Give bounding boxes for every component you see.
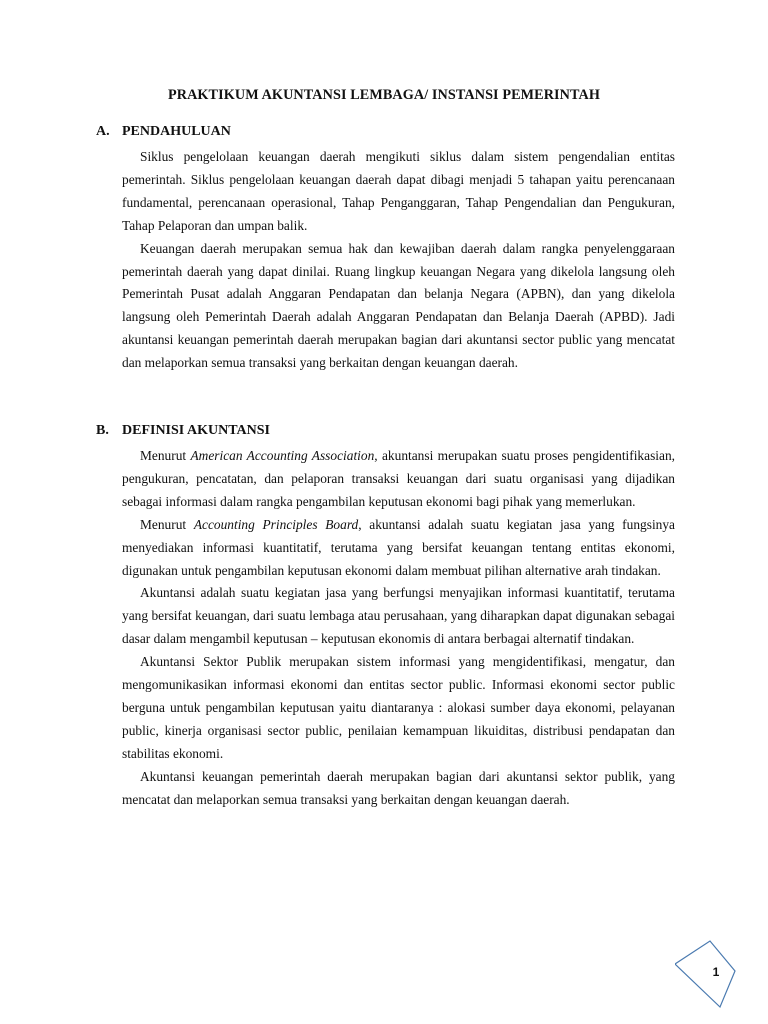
source-name: American Accounting Association	[190, 448, 375, 463]
section-pendahuluan	[96, 124, 678, 375]
paragraph: Siklus pengelolaan keuangan daerah mengikuti siklus dalam sistem pengendalian entitas pemerintah. Siklus pengelolaan keuangan daerah dapat dibagi menjadi 5 tahapan yaitu perencanaan fundamental, perencanaan operasional, Tahap Penganggaran, Tahap Pengendalian dan Pengukuran, Tahap Pelaporan dan umpan balik.	[122, 149, 675, 233]
section-letter: B.	[96, 423, 109, 438]
paragraph: Akuntansi adalah suatu kegiatan jasa yang berfungsi menyajikan informasi kuantitatif, terutama yang bersifat keuangan, dari suatu lembaga atau perusahaan, yang diharapkan dapat digunakan sebagai dasar dalam mengambil keputusan – keputusan ekonomis di antara berbagai alternatif tindakan.	[122, 585, 675, 647]
paragraph: Akuntansi keuangan pemerintah daerah merupakan bagian dari akuntansi sektor publik, yang mencatat dan melaporkan semua transaksi yang berkaitan dengan keuangan daerah.	[122, 768, 675, 807]
paragraph: Akuntansi Sektor Publik merupakan sistem informasi yang mengidentifikasi, mengatur, dan mengomunikasikan informasi ekonomi dan entitas sector public. Informasi ekonomi sector public berguna untuk pengambilan keputusan yaitu diantaranya : alokasi sumber daya ekonomi, pelayanan public, kinerja organisasi sector public, penilaian kemampuan likuiditas, distribusi pendapatan dan stabilitas ekonomi.	[122, 654, 675, 761]
paragraph-rest: , akuntansi merupakan suatu proses pengidentifikasian, pengukuran, pencatatan, dan pelaporan transaksi keuangan dari suatu organisasi yang dijadikan sebagai informasi dalam rangka pengambilan keputusan ekonomi bagi pihak yang memerlukan.	[122, 448, 675, 509]
section-definisi-akuntansi	[96, 423, 678, 812]
paragraph	[122, 514, 675, 583]
section-title: PENDAHULUAN	[122, 124, 231, 139]
section-letter: A.	[96, 124, 110, 139]
section-heading	[96, 423, 678, 445]
section-title: DEFINISI AKUNTANSI	[122, 423, 270, 438]
paragraph: Keuangan daerah merupakan semua hak dan kewajiban daerah dalam rangka penyelenggaraan pemerintah daerah yang dapat dinilai. Ruang lingkup keuangan Negara yang dikelola langsung oleh Pemerintah Pusat adalah Anggaran Pendapatan dan belanja Negara (APBN), dan yang dikelola langsung oleh Pemerintah Daerah adalah Anggaran Pendapatan dan Belanja Daerah (APBD). Jadi akuntansi keuangan pemerintah daerah merupakan bagian dari akuntansi sector public yang mencatat dan melaporkan semua transaksi yang berkaitan dengan keuangan daerah.	[122, 240, 675, 371]
page-number: 1	[712, 965, 720, 979]
source-name: Accounting Principles Board	[193, 516, 359, 532]
paragraph	[122, 445, 675, 514]
paragraph-lead: Menurut	[140, 448, 187, 463]
paragraph-lead: Menurut	[140, 516, 187, 532]
page-title: PRAKTIKUM AKUNTANSI LEMBAGA/ INSTANSI PEMERINTAH	[167, 87, 601, 103]
section-heading	[96, 124, 678, 146]
paragraph-rest: , akuntansi adalah suatu kegiatan jasa yang fungsinya menyediakan informasi kuantitatif, terutama yang bersifat keuangan tentang entitas ekonomi, digunakan untuk pengambilan keputusan ekonomi dalam membuat pilihan alternative arah tindakan.	[122, 516, 675, 578]
